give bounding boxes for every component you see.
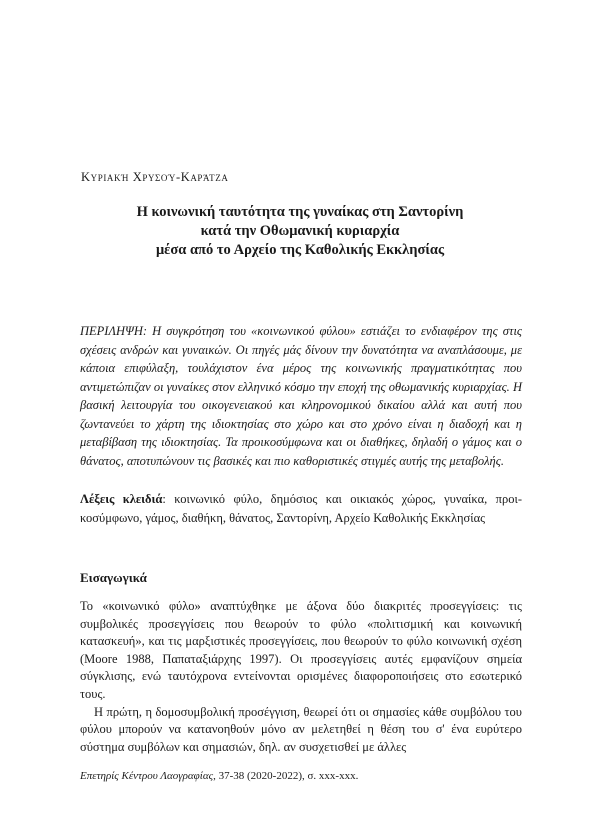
footer-journal: Επετηρίς Κέντρου Λαογραφίας (80, 770, 214, 782)
abstract-label: ΠΕΡΙΛΗΨΗ: (80, 324, 148, 338)
title-line-1: Η κοινωνική ταυτότητα της γυναίκας στη Σαντορίνη (136, 204, 464, 220)
footer-citation: , 37-38 (2020-2022), σ. xxx-xxx. (213, 770, 359, 782)
page-footer (80, 770, 358, 782)
title-line-3: μέσα από το Αρχείο της Καθολικής Εκκλησίας (155, 242, 445, 258)
abstract-text: Η συγκρότηση του «κοινωνικού φύλου» εστιάζει το ενδιαφέρον της στις σχέσεις ανδρών και γυναικών. Οι πηγές μάς δίνουν την δυνατότητα να αναπλάσουμε, με κάποια επιφύλαξη, τουλάχιστον ένα μέρος της κοινωνικής πραγματικότητας που αντιμετώπιζαν οι γυναίκες στον ελληνικό κόσμο την εποχή της οθωμανικής κυριαρχίας. Η βασική λειτουργία του οικογενειακού και κληρονομικού δικαίου αλλά και αυτή που ζωντανεύει το χάρτη της ιδιοκτησίας στο χώρο και στο χρόνο είναι η διαδοχή και η μεταβίβαση της ιδιοκτησίας. Τα προικοσύμφωνα και οι διαθήκες, δηλαδή ο γάμος και ο θάνατος, αποτυπώνουν τις βασικές και πιο καθοριστικές στιγμές αυτής της μεταβολής. (80, 324, 522, 468)
author-name: Κυριακή Χρυσού-Καράτζα (81, 170, 229, 184)
paragraph-2: Η πρώτη, η δομοσυμβολική προσέγγιση, θεωρεί ότι οι σημασίες κάθε συμβόλου του φύλου μπορούν να κατανοηθούν μόνο αν μελετηθεί η θέση του σ' ένα ευρύτερο σύστημα συμβόλων και σημασιών, δηλ. αν συσχετισθεί με άλλες (80, 704, 522, 754)
paragraph-1: Το «κοινωνικό φύλο» αναπτύχθηκε με άξονα δύο διακριτές προσεγγίσεις: τις συμβολικές προσεγγίσεις που θεωρούν το φύλο «πολιτισμική και κοινωνική κατασκευή», και τις μαρξιστικές προσεγγίσεις, που θεωρούν το φύλο κοινωνική σχέση (Moore 1988, Παπαταξιάρχης 1997). Οι προσεγγίσεις αυτές εμφανίζουν σημεία σύγκλισης, ενώ ταυτόχρονα εντείνονται ορισμένες διαφοροποιήσεις στο εσωτερικό τους. (80, 599, 522, 701)
title-line-2: κατά την Οθωμανική κυριαρχία (200, 223, 400, 239)
abstract (80, 322, 522, 470)
keywords (80, 490, 522, 527)
keywords-label: Λέξεις κλειδιά (80, 492, 163, 506)
article-title (80, 203, 520, 260)
section-heading: Εισαγωγικά (80, 570, 147, 585)
body-text (80, 598, 522, 756)
keywords-text: : κοινωνικό φύλο, δημόσιος και οικιακός χώρος, γυναίκα, προικοσύμφωνο, γάμος, διαθήκη, θάνατος, Σαντορίνη, Αρχείο Καθολικής Εκκλησίας (80, 492, 522, 525)
